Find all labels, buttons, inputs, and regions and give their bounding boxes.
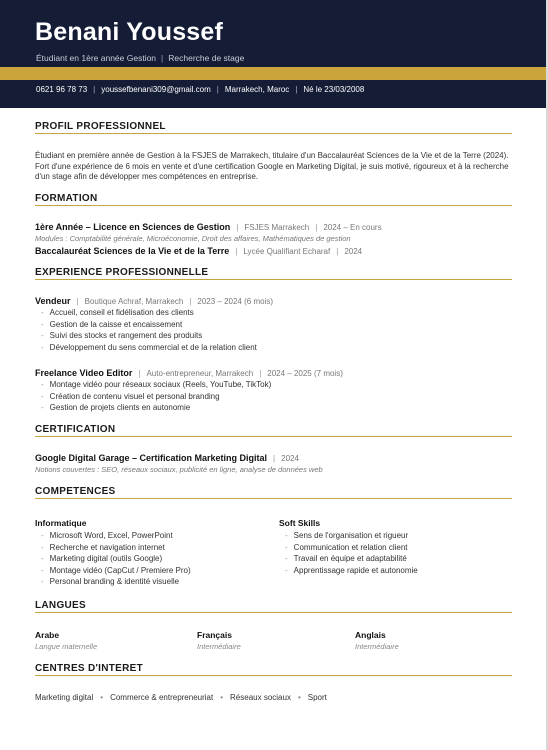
list-item <box>35 530 191 542</box>
skills-it-title: Informatique <box>35 518 87 528</box>
list-item <box>35 330 257 342</box>
certification-notions: Notions couvertes : SEO, réseaux sociaux, publicité en ligne, analyse de données web <box>35 465 323 474</box>
skill-text: Personal branding & identité visuelle <box>49 577 180 586</box>
interest-item: Sport <box>307 693 327 702</box>
skill-text: Montage vidéo (CapCut / Premiere Pro) <box>49 565 191 575</box>
list-item <box>35 576 191 588</box>
education-date: 2024 – En cours <box>323 223 382 232</box>
separator: | <box>138 369 141 378</box>
interest-item: Commerce & entrepreneuriat <box>110 693 214 702</box>
skill-text: Recherche et navigation internet <box>49 542 165 552</box>
list-item <box>279 530 418 542</box>
interest-item: Réseaux sociaux <box>230 693 291 702</box>
skill-text: Travail en équipe et adaptabilité <box>293 554 407 563</box>
separator: | <box>189 297 192 306</box>
tagline-study: Étudiant en 1ère année Gestion <box>36 53 157 63</box>
section-title-skills: COMPETENCES <box>35 486 116 497</box>
job-date: 2024 – 2025 (7 mois) <box>267 369 343 378</box>
list-item <box>35 307 257 319</box>
separator: | <box>273 454 276 463</box>
tagline <box>36 53 244 63</box>
language-name: Français <box>197 630 232 640</box>
list-item <box>35 542 191 554</box>
bullet-dash: - <box>41 542 44 552</box>
bullet-dash: - <box>41 391 44 401</box>
section-title-education: FORMATION <box>35 193 98 204</box>
language-level: Intermédiaire <box>355 642 399 651</box>
section-divider <box>35 133 512 134</box>
skill-text: Microsoft Word, Excel, PowerPoint <box>49 531 173 540</box>
contact-info <box>36 85 364 94</box>
bullet-dash: - <box>41 342 44 352</box>
job-tasks <box>35 307 257 353</box>
job-date: 2023 – 2024 (6 mois) <box>197 297 273 306</box>
skills-soft-list <box>279 530 418 576</box>
language-name: Arabe <box>35 630 60 640</box>
education-entry <box>35 246 362 256</box>
skill-text: Marketing digital (outils Google) <box>49 554 163 563</box>
task-text: Création de contenu visuel et personal branding <box>49 391 220 401</box>
degree-title: 1ère Année – Licence en Sciences de Gestion <box>35 222 231 232</box>
skills-soft-title: Soft Skills <box>279 518 321 528</box>
task-text: Développement du sens commercial et de la relation client <box>49 342 257 352</box>
section-divider <box>35 436 512 437</box>
profile-summary: Étudiant en première année de Gestion à la FSJES de Marrakech, titulaire d'un Baccalauréat Sciences de la Vie et de la Terre (2024). Fort d'une expérience de 6 mois en vente et d'une certification Google en Marketing Digital, je suis motivé, rigoureux et à la recherche d'un stage afin de développer mes compétences en entreprise. <box>35 151 509 182</box>
task-text: Gestion de projets clients en autonomie <box>49 403 191 412</box>
language-name: Anglais <box>355 630 386 640</box>
list-item <box>35 553 191 565</box>
email-address: youssefbenani309@gmail.com <box>101 85 211 94</box>
list-item <box>279 565 418 577</box>
skill-text: Communication et relation client <box>293 542 408 552</box>
candidate-name: Benani Youssef <box>35 18 224 46</box>
bullet-dash: - <box>41 308 44 317</box>
job-tasks <box>35 379 271 414</box>
task-text: Montage vidéo pour réseaux sociaux (Reels, YouTube, TikTok) <box>49 380 272 389</box>
education-entry <box>35 222 382 232</box>
certification-entry <box>35 453 299 463</box>
separator: | <box>336 247 339 256</box>
separator: | <box>295 85 298 94</box>
education-modules: Modules : Comptabilité générale, Microéconomie, Droit des affaires, Mathématiques de gestion <box>35 234 351 243</box>
employer: Auto-entrepreneur, Marrakech <box>146 369 254 378</box>
separator: | <box>216 85 219 94</box>
skill-text: Sens de l'organisation et rigueur <box>293 531 409 540</box>
task-text: Gestion de la caisse et encaissement <box>49 319 183 329</box>
separator: | <box>235 247 238 256</box>
phone-number: 0621 96 78 73 <box>36 85 88 94</box>
separator: | <box>315 223 318 232</box>
section-divider <box>35 279 512 280</box>
birth-date: Né le 23/03/2008 <box>303 85 365 94</box>
job-title: Vendeur <box>35 296 71 306</box>
gold-accent-band <box>0 67 546 80</box>
separator: | <box>76 297 79 306</box>
list-item <box>35 402 271 414</box>
section-divider <box>35 675 512 676</box>
interests-list <box>35 693 327 702</box>
skill-text: Apprentissage rapide et autonomie <box>293 565 418 575</box>
degree-title: Baccalauréat Sciences de la Vie et de la Terre <box>35 246 230 256</box>
section-title-certification: CERTIFICATION <box>35 424 116 435</box>
section-title-experience: EXPERIENCE PROFESSIONNELLE <box>35 267 209 278</box>
section-title-interests: CENTRES D'INTERET <box>35 663 144 674</box>
list-item <box>35 391 271 403</box>
bullet-dash: - <box>41 331 44 340</box>
bullet-dash: - <box>41 531 44 540</box>
certification-title: Google Digital Garage – Certification Marketing Digital <box>35 453 268 463</box>
task-text: Suivi des stocks et rangement des produits <box>49 331 203 340</box>
list-item <box>35 565 191 577</box>
separator: | <box>259 369 262 378</box>
skills-it-list <box>35 530 191 588</box>
separator: | <box>161 53 164 63</box>
experience-entry <box>35 296 273 306</box>
tagline-goal: Recherche de stage <box>168 53 245 63</box>
language-level: Intermédiaire <box>197 642 241 651</box>
bullet-dash: - <box>41 319 44 329</box>
list-item <box>279 542 418 554</box>
section-divider <box>35 205 512 206</box>
experience-entry <box>35 368 343 378</box>
separator: | <box>236 223 239 232</box>
employer: Boutique Achraf, Marrakech <box>84 297 184 306</box>
bullet-dash: - <box>41 403 44 412</box>
list-item <box>35 342 257 354</box>
bullet-dash: - <box>285 554 288 563</box>
section-divider <box>35 498 512 499</box>
bullet-dash: - <box>285 565 288 575</box>
certification-date: 2024 <box>281 454 299 463</box>
bullet-dash: - <box>285 542 288 552</box>
education-date: 2024 <box>344 247 363 256</box>
location: Marrakech, Maroc <box>224 85 290 94</box>
separator: | <box>93 85 96 94</box>
list-item <box>35 319 257 331</box>
list-item <box>279 553 418 565</box>
job-title: Freelance Video Editor <box>35 368 133 378</box>
task-text: Accueil, conseil et fidélisation des clients <box>49 308 194 317</box>
list-item <box>35 379 271 391</box>
bullet-dot: • <box>220 693 224 702</box>
school-name: Lycée Qualifiant Echaraf <box>243 247 331 256</box>
bullet-dot: • <box>297 693 301 702</box>
bullet-dash: - <box>41 565 44 575</box>
bullet-dash: - <box>285 531 288 540</box>
bullet-dot: • <box>100 693 104 702</box>
language-level: Langue maternelle <box>35 642 98 651</box>
bullet-dash: - <box>41 554 44 563</box>
bullet-dash: - <box>41 577 44 586</box>
section-title-profile: PROFIL PROFESSIONNEL <box>35 121 166 132</box>
section-divider <box>35 612 512 613</box>
school-name: FSJES Marrakech <box>244 223 310 232</box>
section-title-languages: LANGUES <box>35 600 86 611</box>
interest-item: Marketing digital <box>35 693 94 702</box>
bullet-dash: - <box>41 380 44 389</box>
